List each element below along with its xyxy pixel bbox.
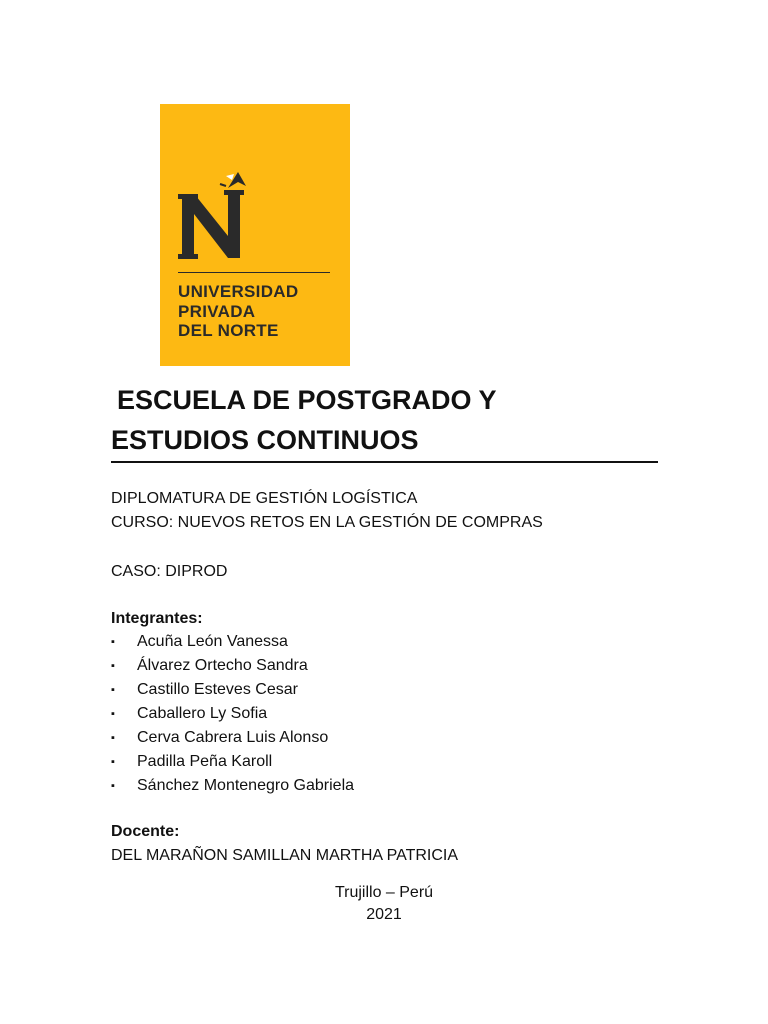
case-name: CASO: DIPROD [111, 563, 228, 580]
year: 2021 [366, 906, 402, 923]
member-name: Cerva Cabrera Luis Alonso [137, 729, 329, 746]
university-logo [160, 104, 350, 366]
teacher-name: DEL MARAÑON SAMILLAN MARTHA PATRICIA [111, 847, 459, 864]
program-name: DIPLOMATURA DE GESTIÓN LOGÍSTICA [111, 490, 418, 507]
members-heading: Integrantes: [111, 610, 203, 627]
member-name: Caballero Ly Sofia [137, 705, 268, 722]
logo-text-line2: PRIVADA [178, 302, 256, 321]
bullet-icon: ▪ [111, 660, 115, 672]
logo-n-mark-icon [160, 104, 350, 274]
member-name: Padilla Peña Karoll [137, 753, 273, 770]
logo-text-line3: DEL NORTE [178, 321, 279, 340]
bullet-icon: ▪ [111, 708, 115, 720]
bullet-icon: ▪ [111, 732, 115, 744]
title-line2: ESTUDIOS CONTINUOS [111, 425, 419, 455]
logo-text-line1: UNIVERSIDAD [178, 282, 299, 301]
teacher-heading: Docente: [111, 823, 180, 840]
bullet-icon: ▪ [111, 684, 115, 696]
bullet-icon: ▪ [111, 636, 115, 648]
member-name: Sánchez Montenegro Gabriela [137, 777, 355, 794]
place: Trujillo – Perú [334, 884, 434, 901]
title-line1: ESCUELA DE POSTGRADO Y [117, 385, 497, 415]
bullet-icon: ▪ [111, 780, 115, 792]
member-name: Álvarez Ortecho Sandra [137, 657, 308, 674]
logo-divider [178, 272, 330, 273]
bullet-icon: ▪ [111, 756, 115, 768]
member-name: Castillo Esteves Cesar [137, 681, 298, 698]
course-name: CURSO: NUEVOS RETOS EN LA GESTIÓN DE COMPRAS [111, 514, 543, 531]
title-divider [111, 461, 658, 463]
member-name: Acuña León Vanessa [137, 633, 288, 650]
